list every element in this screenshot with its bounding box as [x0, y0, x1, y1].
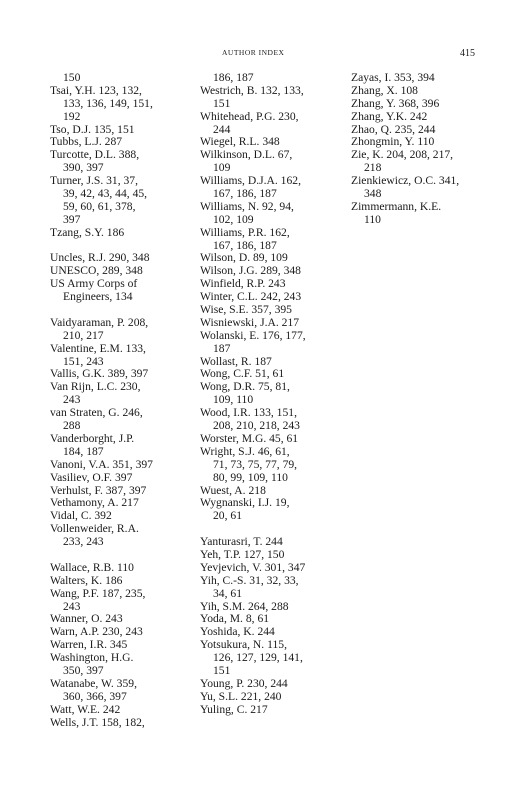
index-entry-continuation: 350, 397	[63, 663, 104, 677]
index-entry: Winter, C.L. 242, 243	[200, 290, 302, 304]
index-entry: Westrich, B. 132, 133,	[200, 83, 304, 97]
index-entry-continuation: 59, 60, 61, 378,	[63, 199, 136, 213]
index-entry-continuation: Engineers, 134	[63, 290, 133, 304]
index-entry-continuation: 187	[213, 341, 231, 355]
index-column-1	[50, 72, 200, 729]
index-entry: Wilson, J.G. 289, 348	[200, 264, 301, 278]
index-entry: Vanderborght, J.P.	[50, 431, 135, 445]
index-entry: Zayas, I. 353, 394	[351, 71, 435, 84]
index-entry-continuation: 151	[213, 663, 231, 677]
index-entry-continuation: 80, 99, 109, 110	[213, 470, 288, 484]
index-entry-continuation: 109, 110	[213, 393, 254, 407]
index-entry: Winfield, R.P. 243	[200, 277, 286, 291]
index-entry-continuation: 167, 186, 187	[213, 187, 277, 201]
index-entry-continuation: 243	[63, 393, 81, 407]
index-entry: Watt, W.E. 242	[50, 702, 121, 716]
index-entry: US Army Corps of	[50, 277, 138, 291]
index-entry-continuation: 184, 187	[63, 444, 104, 458]
index-entry-continuation: 244	[213, 122, 231, 136]
index-entry: Williams, P.R. 162,	[200, 225, 290, 239]
index-entry-continuation: 110	[364, 212, 381, 226]
index-entry: Zienkiewicz, O.C. 341,	[351, 174, 460, 188]
index-entry: Zhao, Q. 235, 244	[351, 122, 436, 136]
index-entry: Zhang, X. 108	[351, 83, 418, 97]
index-entry: Whitehead, P.G. 230,	[200, 109, 299, 123]
index-entry: Yotsukura, N. 115,	[200, 638, 287, 652]
index-entry: Tso, D.J. 135, 151	[50, 122, 135, 136]
index-entry-continuation: 34, 61	[213, 586, 242, 600]
index-entry: Vanoni, V.A. 351, 397	[50, 457, 153, 471]
index-entry: Yanturasri, T. 244	[200, 535, 283, 549]
index-entry: Vallis, G.K. 389, 397	[50, 367, 149, 381]
index-entry-continuation: 390, 397	[63, 161, 104, 175]
index-entry: Vethamony, A. 217	[50, 496, 139, 510]
index-entry: Yu, S.L. 221, 240	[200, 689, 282, 703]
index-entry-continuation: 167, 186, 187	[213, 238, 277, 252]
index-entry: Walters, K. 186	[50, 573, 123, 587]
index-entry: Wong, D.R. 75, 81,	[200, 380, 290, 394]
index-entry-continuation: 233, 243	[63, 535, 104, 549]
index-entry-continuation: 210, 217	[63, 328, 104, 342]
index-entry: Tzang, S.Y. 186	[50, 225, 125, 239]
index-entry: Valentine, E.M. 133,	[50, 341, 146, 355]
index-entry-continuation: 102, 109	[213, 212, 254, 226]
index-entry-continuation: 360, 366, 397	[63, 689, 127, 703]
index-entry: Wolanski, E. 176, 177,	[200, 328, 306, 342]
index-spacer	[50, 549, 200, 562]
index-entry: Wanner, O. 243	[50, 612, 123, 626]
index-entry: Wang, P.F. 187, 235,	[50, 586, 146, 600]
index-spacer	[50, 304, 200, 317]
index-entry-continuation: 109	[213, 161, 231, 175]
index-entry: Williams, D.J.A. 162,	[200, 174, 301, 188]
index-entry: Wallace, R.B. 110	[50, 560, 134, 574]
index-entry: Williams, N. 92, 94,	[200, 199, 294, 213]
index-entry-continuation: 126, 127, 129, 141,	[213, 651, 303, 665]
index-entry-continuation: 133, 136, 149, 151,	[63, 96, 153, 110]
index-entry: van Straten, G. 246,	[50, 406, 143, 420]
index-entry-continuation: 208, 210, 218, 243	[213, 419, 300, 433]
index-entry: Yevjevich, V. 301, 347	[200, 560, 306, 574]
index-entry-continuation: 192	[63, 109, 81, 123]
index-entry: Verhulst, F. 387, 397	[50, 483, 147, 497]
index-entry-continuation: 348	[364, 187, 382, 201]
index-entry: Uncles, R.J. 290, 348	[50, 251, 150, 265]
index-entry: UNESCO, 289, 348	[50, 264, 143, 278]
index-entry: Zimmermann, K.E.	[351, 199, 442, 213]
index-entry-continuation: 288	[63, 419, 81, 433]
index-entry: Zhang, Y.K. 242	[351, 109, 428, 123]
index-entry: Turcotte, D.L. 388,	[50, 148, 140, 162]
page-header-title: AUTHOR INDEX	[222, 48, 285, 57]
index-entry: Young, P. 230, 244	[200, 676, 288, 690]
index-entry: Warn, A.P. 230, 243	[50, 625, 143, 639]
index-entry: Worster, M.G. 45, 61	[200, 431, 299, 445]
index-entry: Vasiliev, O.F. 397	[50, 470, 133, 484]
index-entry: Wilson, D. 89, 109	[200, 251, 288, 265]
index-entry-continuation: 20, 61	[213, 509, 242, 523]
index-entry: Van Rijn, L.C. 230,	[50, 380, 141, 394]
index-entry-continuation: 218	[364, 161, 382, 175]
index-entry: Wiegel, R.L. 348	[200, 135, 280, 149]
index-column-3	[351, 72, 501, 227]
index-entry: Tsai, Y.H. 123, 132,	[50, 83, 142, 97]
index-entry: Yuling, C. 217	[200, 702, 268, 716]
index-entry-continuation: 397	[63, 212, 81, 226]
index-entry: Zhongmin, Y. 110	[351, 135, 435, 149]
index-entry-continuation: 71, 73, 75, 77, 79,	[213, 457, 298, 471]
index-entry-continuation: 39, 42, 43, 44, 45,	[63, 187, 148, 201]
index-entry: Yoda, M. 8, 61	[200, 612, 270, 626]
index-entry: Wells, J.T. 158, 182,	[50, 715, 145, 729]
index-entry: Yih, C.-S. 31, 32, 33,	[200, 573, 299, 587]
index-entry: Zie, K. 204, 208, 217,	[351, 148, 454, 162]
index-entry-continuation: 151	[213, 96, 231, 110]
index-entry: Wuest, A. 218	[200, 483, 266, 497]
index-entry: Zhang, Y. 368, 396	[351, 96, 440, 110]
index-entry: Wright, S.J. 46, 61,	[200, 444, 290, 458]
page-number: 415	[460, 48, 475, 59]
index-entry: Vollenweider, R.A.	[50, 522, 139, 536]
index-entry: Wisniewski, J.A. 217	[200, 315, 300, 329]
index-entry-continuation: 243	[63, 599, 81, 613]
index-entry: Watanabe, W. 359,	[50, 676, 137, 690]
index-entry-continuation: 186, 187	[213, 71, 254, 84]
index-entry: Vaidyaraman, P. 208,	[50, 315, 149, 329]
running-head	[0, 48, 527, 62]
index-entry: Wollast, R. 187	[200, 354, 272, 368]
index-column-2	[200, 72, 350, 717]
index-entry: Wilkinson, D.L. 67,	[200, 148, 293, 162]
index-entry: Wygnanski, I.J. 19,	[200, 496, 290, 510]
index-entry-continuation: 150	[63, 71, 81, 84]
index-entry: Warren, I.R. 345	[50, 638, 128, 652]
index-entry: Washington, H.G.	[50, 651, 134, 665]
index-entry-continuation: 151, 243	[63, 354, 104, 368]
index-entry: Wise, S.E. 357, 395	[200, 303, 292, 317]
index-entry: Wood, I.R. 133, 151,	[200, 406, 297, 420]
index-entry: Turner, J.S. 31, 37,	[50, 174, 139, 188]
index-entry: Yeh, T.P. 127, 150	[200, 547, 285, 561]
index-entry: Wong, C.F. 51, 61	[200, 367, 285, 381]
index-entry: Vidal, C. 392	[50, 509, 112, 523]
index-entry: Yoshida, K. 244	[200, 625, 275, 639]
index-entry: Yih, S.M. 264, 288	[200, 599, 289, 613]
index-entry: Tubbs, L.J. 287	[50, 135, 123, 149]
